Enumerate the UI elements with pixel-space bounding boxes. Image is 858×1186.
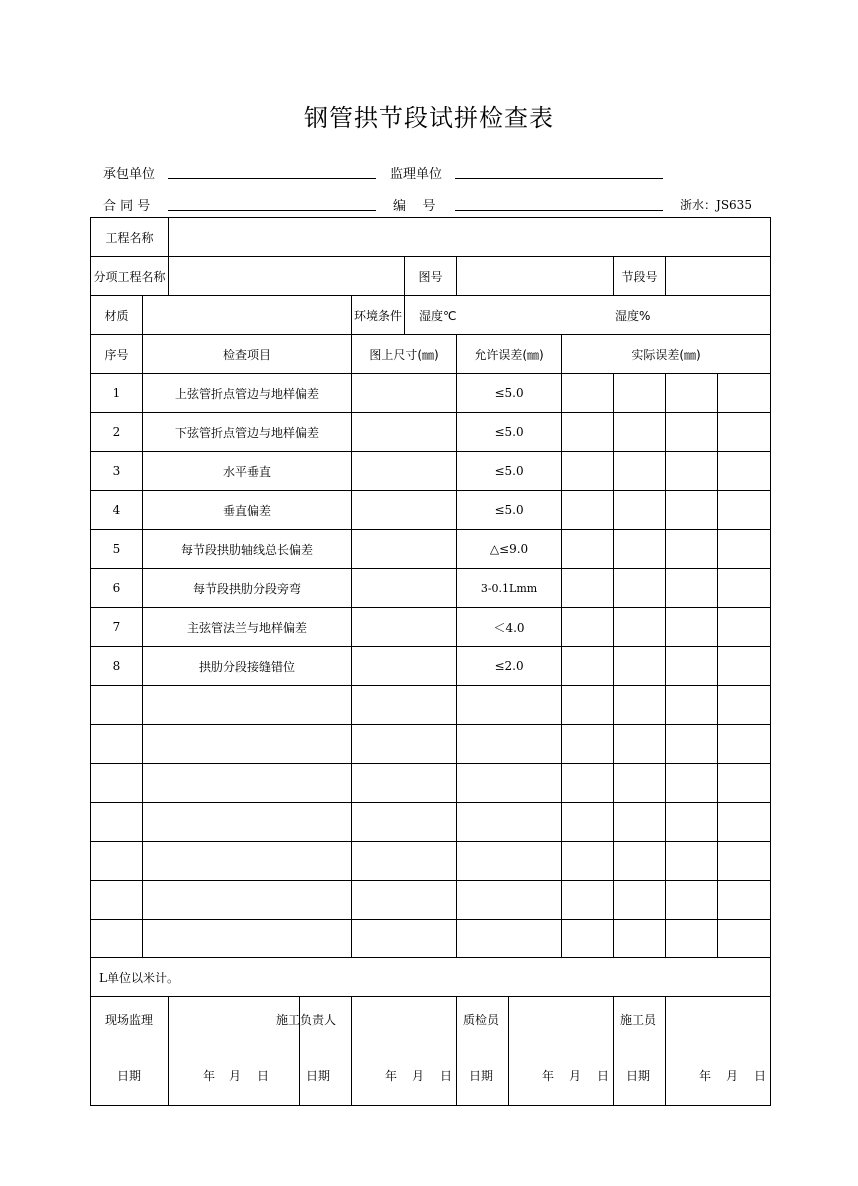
actual-cell[interactable]	[718, 569, 771, 608]
material-label: 材质	[91, 296, 143, 335]
empty-cell[interactable]	[352, 920, 457, 958]
empty-cell[interactable]	[91, 842, 143, 881]
row-item: 垂直偏差	[143, 491, 352, 530]
form-code	[680, 196, 752, 213]
empty-cell[interactable]	[143, 764, 352, 803]
row-item: 拱肋分段接缝错位	[143, 647, 352, 686]
actual-cell[interactable]	[562, 491, 614, 530]
empty-row	[91, 881, 771, 920]
segment-no-label: 节段号	[614, 257, 666, 296]
actual-cell[interactable]	[562, 530, 614, 569]
col-actual-error: 实际误差(㎜)	[562, 335, 771, 374]
row-no: 4	[91, 491, 143, 530]
form-code-prefix: 浙水：	[680, 198, 717, 212]
supervisor-field[interactable]	[455, 178, 663, 179]
empty-cell[interactable]	[718, 881, 771, 920]
sub-project-row	[91, 257, 771, 296]
empty-cell[interactable]	[666, 686, 718, 725]
row-no: 7	[91, 608, 143, 647]
material-row	[91, 296, 771, 335]
empty-cell[interactable]	[91, 686, 143, 725]
actual-cell[interactable]	[614, 491, 666, 530]
table-row	[91, 647, 771, 686]
empty-cell[interactable]	[614, 842, 666, 881]
actual-cell[interactable]	[666, 452, 718, 491]
empty-cell[interactable]	[143, 686, 352, 725]
empty-cell[interactable]	[666, 764, 718, 803]
construction-lead-cell	[276, 997, 352, 1106]
note: L单位以米计。	[91, 958, 771, 997]
row-item: 上弦管折点管边与地样偏差	[143, 374, 352, 413]
empty-cell[interactable]	[562, 764, 614, 803]
empty-row	[91, 803, 771, 842]
empty-cell[interactable]	[91, 803, 143, 842]
empty-cell[interactable]	[666, 920, 718, 958]
environment-field[interactable]	[405, 296, 771, 335]
month-label: 月	[726, 1069, 739, 1083]
row-no: 6	[91, 569, 143, 608]
table-row	[91, 608, 771, 647]
row-no: 8	[91, 647, 143, 686]
row-tolerance: ≤5.0	[457, 491, 562, 530]
empty-cell[interactable]	[143, 920, 352, 958]
empty-cell[interactable]	[457, 881, 562, 920]
drawing-size-cell[interactable]	[352, 569, 457, 608]
actual-cell[interactable]	[718, 452, 771, 491]
row-tolerance: △≤9.0	[457, 530, 562, 569]
actual-cell[interactable]	[666, 647, 718, 686]
row-no: 2	[91, 413, 143, 452]
row-tolerance: ＜4.0	[457, 608, 562, 647]
empty-cell[interactable]	[562, 686, 614, 725]
year-label: 年	[385, 1069, 398, 1083]
empty-cell[interactable]	[614, 803, 666, 842]
col-item: 检查项目	[143, 335, 352, 374]
empty-cell[interactable]	[614, 725, 666, 764]
row-tolerance: 3-0.1Lmm	[457, 569, 562, 608]
supervisor-label: 监理单位	[390, 167, 443, 182]
quality-inspector-sign[interactable]	[509, 997, 614, 1106]
actual-cell[interactable]	[562, 413, 614, 452]
humidity-label: 湿度%	[615, 308, 651, 323]
empty-cell[interactable]	[718, 764, 771, 803]
table-row	[91, 452, 771, 491]
empty-cell[interactable]	[718, 725, 771, 764]
actual-cell[interactable]	[666, 374, 718, 413]
empty-cell[interactable]	[562, 725, 614, 764]
row-item: 每节段拱肋分段旁弯	[143, 569, 352, 608]
actual-cell[interactable]	[562, 608, 614, 647]
actual-cell[interactable]	[718, 491, 771, 530]
actual-cell[interactable]	[562, 452, 614, 491]
actual-cell[interactable]	[718, 647, 771, 686]
date-label: 日期	[117, 1069, 142, 1083]
empty-cell[interactable]	[457, 920, 562, 958]
actual-cell[interactable]	[614, 608, 666, 647]
construction-lead-label: 施工负责人	[276, 1013, 337, 1027]
actual-cell[interactable]	[614, 452, 666, 491]
empty-row	[91, 725, 771, 764]
actual-cell[interactable]	[614, 647, 666, 686]
empty-row	[91, 920, 771, 958]
actual-cell[interactable]	[666, 530, 718, 569]
empty-row	[91, 686, 771, 725]
col-allowed-error: 允许误差(㎜)	[457, 335, 562, 374]
inspection-table	[90, 217, 771, 1106]
project-name-row	[91, 218, 771, 257]
actual-cell[interactable]	[562, 647, 614, 686]
page-title: 钢管拱节段试拼检查表	[304, 104, 554, 132]
drawing-no-label: 图号	[405, 257, 457, 296]
quality-inspector-label: 质检员	[463, 1013, 500, 1027]
serial-no-field[interactable]	[455, 210, 663, 211]
date-label: 日期	[469, 1069, 494, 1083]
empty-cell[interactable]	[457, 803, 562, 842]
empty-cell[interactable]	[666, 725, 718, 764]
actual-cell[interactable]	[614, 569, 666, 608]
empty-cell[interactable]	[457, 725, 562, 764]
contract-no-field[interactable]	[168, 210, 376, 211]
project-name-label: 工程名称	[91, 218, 169, 257]
month-label: 月	[229, 1069, 242, 1083]
actual-cell[interactable]	[562, 569, 614, 608]
drawing-size-cell[interactable]	[352, 530, 457, 569]
row-tolerance: ≤5.0	[457, 452, 562, 491]
site-supervisor-label: 现场监理	[105, 1013, 154, 1027]
row-tolerance: ≤2.0	[457, 647, 562, 686]
row-tolerance: ≤5.0	[457, 374, 562, 413]
empty-cell[interactable]	[91, 920, 143, 958]
day-label: 日	[440, 1069, 453, 1083]
empty-cell[interactable]	[352, 881, 457, 920]
actual-cell[interactable]	[718, 608, 771, 647]
year-label: 年	[699, 1069, 712, 1083]
empty-cell[interactable]	[666, 881, 718, 920]
col-no: 序号	[91, 335, 143, 374]
actual-cell[interactable]	[718, 374, 771, 413]
empty-cell[interactable]	[143, 881, 352, 920]
actual-cell[interactable]	[666, 491, 718, 530]
empty-cell[interactable]	[143, 803, 352, 842]
drawing-size-cell[interactable]	[352, 647, 457, 686]
row-no: 1	[91, 374, 143, 413]
actual-cell[interactable]	[614, 530, 666, 569]
day-label: 日	[257, 1069, 270, 1083]
actual-cell[interactable]	[718, 413, 771, 452]
signature-row	[91, 997, 771, 1106]
actual-cell[interactable]	[666, 413, 718, 452]
actual-cell[interactable]	[614, 413, 666, 452]
date-label: 日期	[306, 1069, 331, 1083]
drawing-size-cell[interactable]	[352, 413, 457, 452]
empty-cell[interactable]	[666, 842, 718, 881]
table-row	[91, 413, 771, 452]
empty-cell[interactable]	[457, 686, 562, 725]
empty-cell[interactable]	[562, 842, 614, 881]
constructor-sign[interactable]	[666, 997, 771, 1106]
empty-cell[interactable]	[143, 725, 352, 764]
empty-cell[interactable]	[457, 842, 562, 881]
drawing-size-cell[interactable]	[352, 374, 457, 413]
empty-row	[91, 764, 771, 803]
contract-no-label: 合 同 号	[103, 199, 151, 214]
sub-project-label: 分项工程名称	[91, 257, 169, 296]
row-item: 下弦管折点管边与地样偏差	[143, 413, 352, 452]
row-no: 3	[91, 452, 143, 491]
empty-cell[interactable]	[718, 803, 771, 842]
table-row	[91, 530, 771, 569]
table-row	[91, 569, 771, 608]
form-code-value: JS635	[716, 198, 752, 212]
empty-cell[interactable]	[352, 764, 457, 803]
empty-cell[interactable]	[352, 725, 457, 764]
empty-cell[interactable]	[666, 803, 718, 842]
actual-cell[interactable]	[614, 374, 666, 413]
empty-cell[interactable]	[718, 686, 771, 725]
contractor-field[interactable]	[168, 178, 376, 179]
empty-cell[interactable]	[91, 764, 143, 803]
actual-cell[interactable]	[666, 608, 718, 647]
empty-cell[interactable]	[562, 881, 614, 920]
constructor-cell	[614, 997, 666, 1106]
actual-cell[interactable]	[666, 569, 718, 608]
empty-cell[interactable]	[614, 686, 666, 725]
row-item: 每节段拱肋轴线总长偏差	[143, 530, 352, 569]
quality-inspector-cell	[457, 997, 509, 1106]
col-drawing-size: 图上尺寸(㎜)	[352, 335, 457, 374]
empty-cell[interactable]	[562, 803, 614, 842]
year-label: 年	[203, 1069, 216, 1083]
constructor-label: 施工员	[620, 1013, 657, 1027]
drawing-no-field[interactable]	[457, 257, 614, 296]
serial-no-label: 编 号	[393, 199, 436, 214]
actual-cell[interactable]	[562, 374, 614, 413]
month-label: 月	[569, 1069, 582, 1083]
empty-cell[interactable]	[718, 842, 771, 881]
empty-cell[interactable]	[457, 764, 562, 803]
empty-cell[interactable]	[614, 764, 666, 803]
empty-cell[interactable]	[91, 881, 143, 920]
site-supervisor-cell	[91, 997, 169, 1106]
contractor-label: 承包单位	[103, 167, 156, 182]
empty-cell[interactable]	[143, 842, 352, 881]
project-name-field[interactable]	[169, 218, 771, 257]
empty-cell[interactable]	[352, 686, 457, 725]
material-field[interactable]	[143, 296, 352, 335]
drawing-size-cell[interactable]	[352, 452, 457, 491]
empty-cell[interactable]	[614, 881, 666, 920]
year-label: 年	[542, 1069, 555, 1083]
actual-cell[interactable]	[718, 530, 771, 569]
empty-cell[interactable]	[352, 803, 457, 842]
temperature-label: 湿度℃	[419, 308, 457, 323]
segment-no-field[interactable]	[666, 257, 771, 296]
row-no: 5	[91, 530, 143, 569]
drawing-size-cell[interactable]	[352, 608, 457, 647]
empty-cell[interactable]	[352, 842, 457, 881]
empty-row	[91, 842, 771, 881]
empty-cell[interactable]	[91, 725, 143, 764]
row-tolerance: ≤5.0	[457, 413, 562, 452]
month-label: 月	[412, 1069, 425, 1083]
empty-cell[interactable]	[562, 920, 614, 958]
note-row	[91, 958, 771, 997]
row-item: 水平垂直	[143, 452, 352, 491]
table-row	[91, 374, 771, 413]
day-label: 日	[754, 1069, 767, 1083]
day-label: 日	[597, 1069, 610, 1083]
drawing-size-cell[interactable]	[352, 491, 457, 530]
table-row	[91, 491, 771, 530]
date-label: 日期	[626, 1069, 651, 1083]
sub-project-field[interactable]	[169, 257, 405, 296]
empty-cell[interactable]	[718, 920, 771, 958]
empty-cell[interactable]	[614, 920, 666, 958]
column-header-row	[91, 335, 771, 374]
environment-label: 环境条件	[352, 296, 405, 335]
row-item: 主弦管法兰与地样偏差	[143, 608, 352, 647]
